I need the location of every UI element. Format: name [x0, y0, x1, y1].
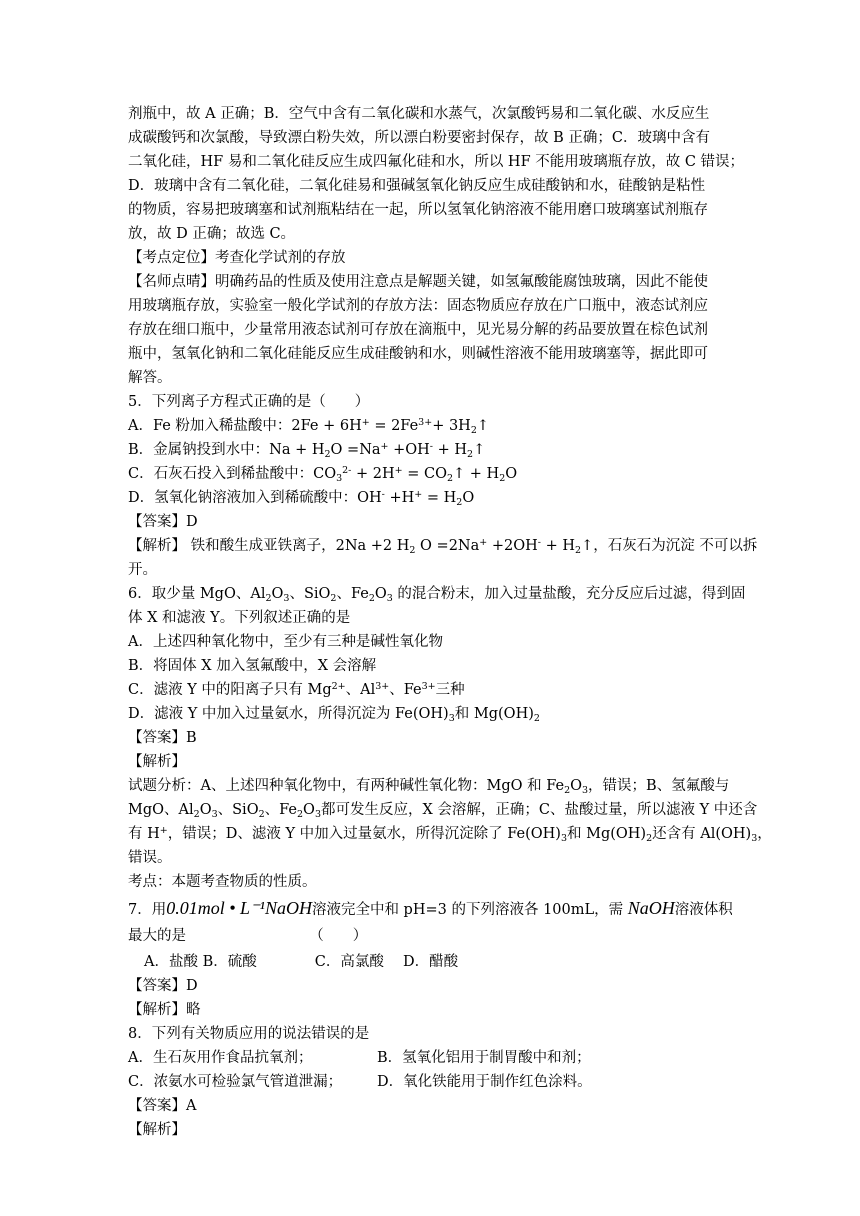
question-6-cont: 体 X 和滤液 Y。下列叙述正确的是 [128, 610, 351, 626]
question-7-cont: 最大的是 （ ） [128, 928, 368, 944]
question-6: 6．取少量 MgO、$Al_2O_3$、SiO$_2$、$Fe_2O_3$ 的混合粉末，加入过量盐酸，充分反应后过滤，得到固 [128, 586, 746, 604]
option-8d: D．氧化铁能用于制作红色涂料。 [377, 1074, 592, 1090]
option-8c: C．浓氨水可检验氯气管道泄漏； [128, 1074, 343, 1090]
explanation-5: 【解析】 铁和酸生成亚铁离子，2Na +2 $H_2$ $O =2Na^+ +2OH^- + H_2↑$，石灰石为沉淀 不可以拆 [128, 537, 758, 556]
option-6b: B．将固体 X 加入氢氟酸中，X 会溶解 [128, 658, 377, 674]
analysis-6: 试题分析：A、上述四种氧化物中，有两种碱性氧化物：MgO 和 $Fe_2O_3$，错误；B、氢氟酸与 [128, 778, 730, 796]
answer-5: 【答案】D [128, 514, 198, 530]
option-8a: A．生石灰用作食品抗氧剂； [128, 1050, 313, 1066]
formula-naoh: NaOH [627, 898, 675, 918]
analysis-6: MgO、$Al_2O_3$、SiO$_2$、$Fe_2O_3$都可发生反应，X 会溶解，正确；C、盐酸过量，所以滤液 Y 中还含 [128, 802, 758, 820]
answer-7: 【答案】D [128, 978, 198, 994]
explanation-7: 【解析】略 [128, 1002, 201, 1018]
text-line: 瓶中，氢氧化钠和二氧化硅能反应生成硅酸钠和水，则碱性溶液不能用玻璃塞等，据此即可 [128, 346, 708, 362]
question-8: 8．下列有关物质应用的说法错误的是 [128, 1026, 370, 1042]
text-line: 放，故 D 正确；故选 C。 [128, 226, 296, 242]
explanation-5-cont: 开。 [128, 562, 157, 578]
analysis-6: 有 H+，错误；D、滤液 Y 中加入过量氨水，所得沉淀除了 $Fe(OH)_3$和 $Mg(OH)_2$还含有 $Al(OH)_3$， [128, 825, 772, 844]
option-6d: D．滤液 Y 中加入过量氨水，所得沉淀为 $Fe(OH)_3$和 $Mg(OH)_2$ [128, 706, 540, 724]
option-5d: D．氢氧化钠溶液加入到稀硫酸中：$OH^- +H^+ = H_2O$ [128, 489, 475, 508]
text-line: 成碳酸钙和次氯酸，导致漂白粉失效，所以漂白粉要密封保存，故 B 正确；C．玻璃中含有 [128, 130, 710, 146]
options-7: A．盐酸 B．硫酸 C．高氯酸 D．醋酸 [144, 954, 459, 970]
explanation-6-heading: 【解析】 [128, 754, 186, 770]
text-line: 存放在细口瓶中，少量常用液态试剂可存放在滴瓶中，见光易分解的药品要放置在棕色试剂 [128, 322, 708, 338]
answer-8: 【答案】A [128, 1098, 197, 1114]
text-line: D．玻璃中含有二氧化硅，二氧化硅易和强碱氢氧化钠反应生成硅酸钠和水，硅酸钠是粘性 [128, 178, 706, 194]
options-8-row1 [128, 1046, 738, 1070]
text-line: 剂瓶中，故 A 正确；B．空气中含有二氧化碳和水蒸气，次氯酸钙易和二氧化碳、水反应生 [128, 106, 710, 122]
text-line: 二氧化硅，HF 易和二氧化硅反应生成四氟化硅和水，所以 HF 不能用玻璃瓶存放，故 C 错误； [128, 154, 745, 170]
option-8b: B．氢氧化铝用于制胃酸中和剂； [377, 1050, 591, 1066]
option-6a: A．上述四种氧化物中，至少有三种是碱性氧化物 [128, 634, 443, 650]
kaodian-6: 考点：本题考查物质的性质。 [128, 874, 317, 890]
analysis-6: 错误。 [128, 850, 172, 866]
question-5: 5．下列离子方程式正确的是（ ） [128, 394, 370, 410]
option-5a: A．Fe 粉加入稀盐酸中：$2Fe + 6H^+ = 2Fe^{3+}+$ $3H_2↑$ [128, 417, 490, 436]
text-line: 用玻璃瓶存放，实验室一般化学试剂的存放方法：固态物质应存放在广口瓶中，液态试剂应 [128, 298, 708, 314]
option-5c: C．石灰石投入到稀盐酸中：$CO_3^{2-} + 2H^+$ = $CO_2↑ + H_2O$ [128, 465, 518, 484]
options-8-row2 [128, 1070, 738, 1094]
document-page [128, 102, 772, 1142]
option-5b: B．金属钠投到水中：$Na + H_2O =Na^+ +OH^-$ + $H_2↑$ [128, 441, 486, 460]
kaodian-heading: 【考点定位】考查化学试剂的存放 [128, 250, 346, 266]
text-line: 解答。 [128, 370, 172, 386]
text-line: 【名师点晴】明确药品的性质及使用注意点是解题关键，如氢氟酸能腐蚀玻璃，因此不能使 [128, 274, 708, 290]
text-line: 的物质，容易把玻璃塞和试剂瓶粘结在一起，所以氢氧化钠溶液不能用磨口玻璃塞试剂瓶存 [128, 202, 708, 218]
answer-6: 【答案】B [128, 730, 197, 746]
formula-naoh-conc: 0.01mol • L⁻¹NaOH [166, 898, 312, 918]
question-7: 7．用0.01mol • L⁻¹NaOH溶液完全中和 pH=3 的下列溶液各 100mL，需 NaOH溶液体积 [128, 898, 733, 918]
explanation-8: 【解析】 [128, 1122, 186, 1138]
option-6c: C．滤液 Y 中的阳离子只有 $Mg^{2+}$、$Al^{3+}$、$Fe^{3+}$三种 [128, 681, 465, 698]
